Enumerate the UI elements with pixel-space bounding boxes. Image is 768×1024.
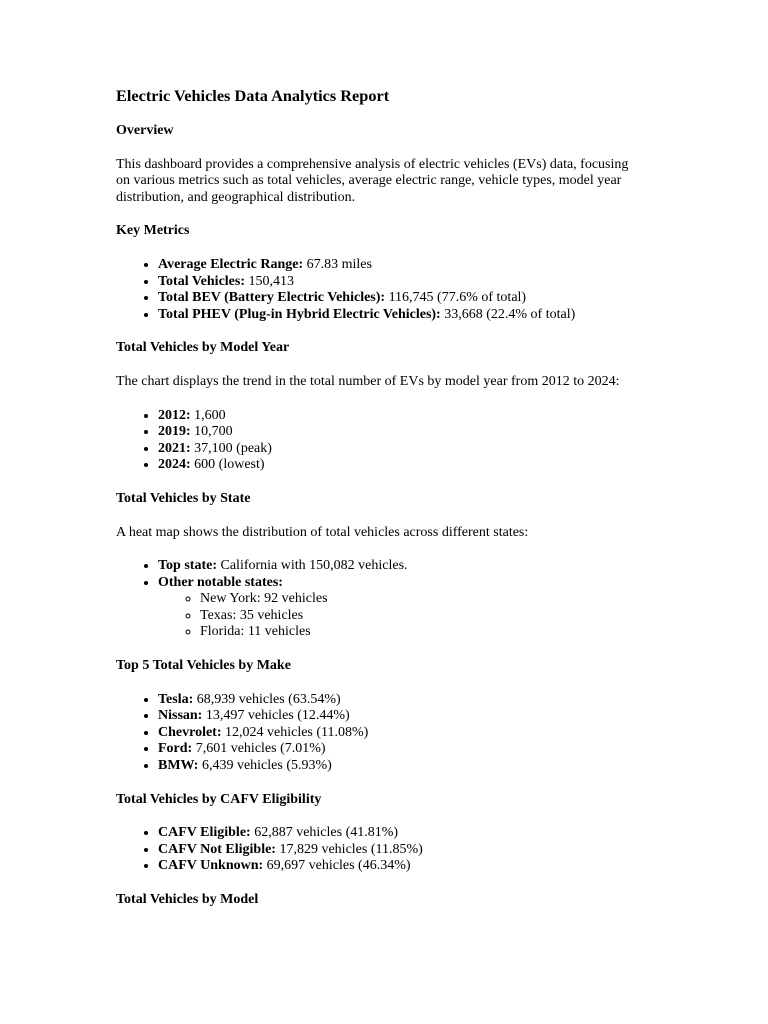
make-item: [158, 741, 636, 758]
year-value: 600 (lowest): [190, 457, 265, 473]
make-value: 68,939 vehicles (63.54%): [193, 691, 341, 707]
state-item: ◦ Florida: 11 vehicles: [200, 624, 636, 641]
key-metrics-list: [116, 257, 636, 323]
make-value: 12,024 vehicles (11.08%): [221, 724, 369, 740]
key-metric-item: [158, 307, 636, 324]
metric-label: Total Vehicles:: [158, 273, 245, 289]
key-metric-item: [158, 274, 636, 291]
make-label: Ford:: [158, 741, 193, 757]
make-item: [158, 758, 636, 775]
cafv-item: [158, 858, 636, 875]
cafv-list: [116, 825, 636, 875]
metric-label: Average Electric Range:: [158, 256, 304, 272]
make-label: Tesla:: [158, 691, 194, 707]
state-text: A heat map shows the distribution of total vehicles across different states:: [116, 524, 529, 540]
cafv-value: 62,887 vehicles (41.81%): [250, 825, 399, 841]
top-state-item: [158, 558, 636, 575]
metric-value: 116,745 (77.6% of total): [385, 290, 527, 306]
other-states-item: [158, 575, 636, 641]
make-label: Chevrolet:: [158, 724, 222, 740]
report-title: Electric Vehicles Data Analytics Report: [116, 86, 390, 105]
model-heading: Total Vehicles by Model: [116, 892, 259, 907]
year-value: 37,100 (peak): [190, 440, 272, 456]
year-label: 2024:: [158, 457, 191, 473]
top-state-label: Top state:: [158, 558, 217, 574]
state-item: ◦ Texas: 35 vehicles: [200, 608, 636, 625]
year-label: 2021:: [158, 440, 191, 456]
model-year-item: [158, 424, 636, 441]
other-states-list: [158, 591, 636, 641]
make-label: Nissan:: [158, 708, 203, 724]
state-list: [116, 558, 636, 641]
cafv-label: CAFV Unknown:: [158, 858, 264, 874]
state-item: ◦ New York: 92 vehicles: [200, 591, 636, 608]
make-list: [116, 692, 636, 775]
make-value: 7,601 vehicles (7.01%): [192, 741, 326, 757]
metric-value: 67.83 miles: [303, 256, 372, 272]
cafv-label: CAFV Not Eligible:: [158, 841, 276, 857]
year-value: 10,700: [190, 424, 233, 440]
cafv-label: CAFV Eligible:: [158, 825, 251, 841]
model-year-list: [116, 408, 636, 474]
key-metric-item: [158, 290, 636, 307]
make-item: [158, 708, 636, 725]
year-label: 2019:: [158, 424, 191, 440]
model-year-heading: Total Vehicles by Model Year: [116, 340, 290, 356]
make-value: 13,497 vehicles (12.44%): [202, 708, 350, 724]
cafv-heading: Total Vehicles by CAFV Eligibility: [116, 791, 322, 807]
model-year-item: [158, 441, 636, 458]
make-item: [158, 692, 636, 709]
make-heading: Top 5 Total Vehicles by Make: [116, 658, 291, 674]
other-states-label: Other notable states:: [158, 574, 283, 590]
cafv-item: [158, 825, 636, 842]
year-label: 2012:: [158, 407, 191, 423]
model-year-text: The chart displays the trend in the total number of EVs by model year from 2012 to 2024:: [116, 373, 620, 389]
make-value: 6,439 vehicles (5.93%): [198, 758, 332, 774]
year-value: 1,600: [190, 407, 226, 423]
top-state-value: California with 150,082 vehicles.: [217, 558, 408, 574]
key-metrics-heading: Key Metrics: [116, 223, 190, 239]
metric-value: 150,413: [245, 273, 294, 289]
cafv-value: 17,829 vehicles (11.85%): [275, 841, 423, 857]
overview-text: This dashboard provides a comprehensive analysis of electric vehicles (EVs) data, focusing on various metrics such as total vehicles, average electric range, vehicle types, model year distribution, and geographical distribution.: [116, 156, 629, 205]
metric-label: Total PHEV (Plug-in Hybrid Electric Vehicles):: [158, 306, 441, 322]
state-heading: Total Vehicles by State: [116, 490, 251, 506]
metric-label: Total BEV (Battery Electric Vehicles):: [158, 290, 386, 306]
key-metric-item: [158, 257, 636, 274]
metric-value: 33,668 (22.4% of total): [440, 306, 576, 322]
model-year-item: [158, 457, 636, 474]
overview-heading: Overview: [116, 123, 174, 138]
cafv-value: 69,697 vehicles (46.34%): [263, 858, 411, 874]
report-page: [116, 86, 636, 926]
cafv-item: [158, 842, 636, 859]
model-year-item: [158, 408, 636, 425]
make-item: [158, 725, 636, 742]
make-label: BMW:: [158, 758, 199, 774]
